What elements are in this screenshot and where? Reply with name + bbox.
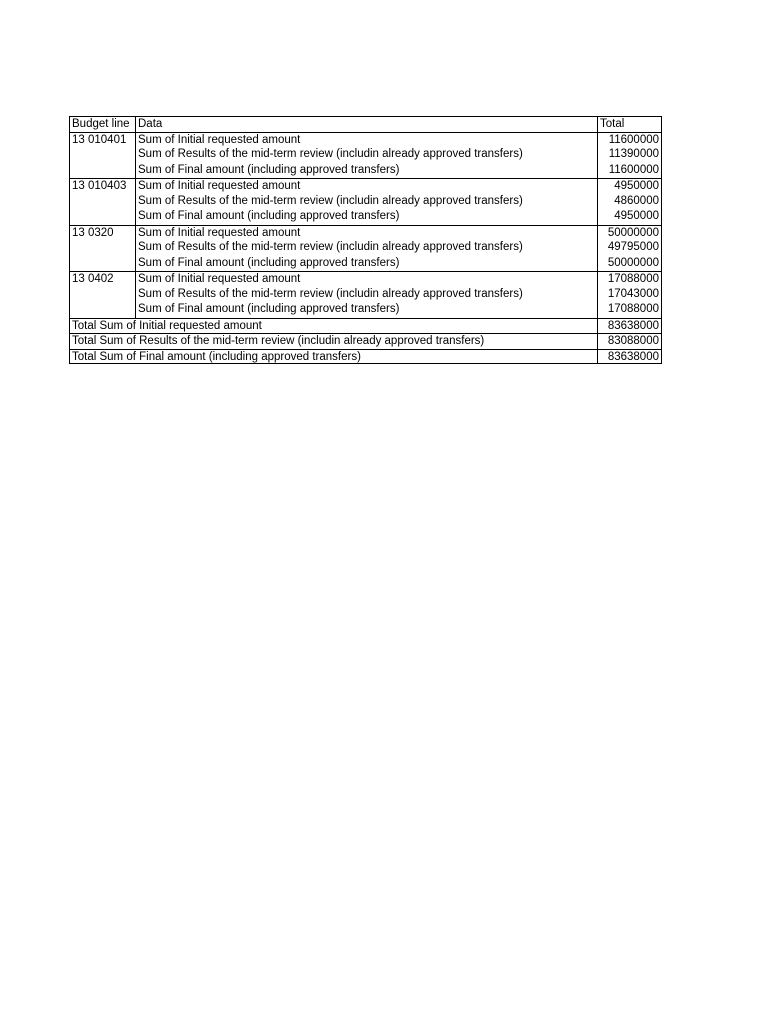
table-row bbox=[69, 256, 662, 272]
total-row bbox=[69, 349, 662, 365]
total-cell[interactable]: 4860000 bbox=[597, 194, 662, 210]
total-cell[interactable]: 4950000 bbox=[597, 178, 662, 194]
total-row bbox=[69, 318, 662, 334]
table-row bbox=[69, 225, 662, 241]
header-row bbox=[69, 116, 662, 132]
table-row bbox=[69, 287, 662, 303]
budget-line-cell[interactable]: 13 0320 bbox=[69, 225, 135, 241]
total-row bbox=[69, 333, 662, 349]
total-cell[interactable]: 49795000 bbox=[597, 240, 662, 256]
data-label-cell[interactable]: Sum of Initial requested amount bbox=[135, 178, 597, 194]
total-cell[interactable]: 17043000 bbox=[597, 287, 662, 303]
data-label-cell[interactable]: Sum of Results of the mid-term review (includin already approved transfers) bbox=[135, 287, 597, 303]
total-label-cell[interactable]: Total Sum of Final amount (including approved transfers) bbox=[69, 349, 597, 365]
budget-line-cell[interactable] bbox=[69, 209, 135, 225]
header-total[interactable]: Total bbox=[597, 116, 662, 132]
total-cell[interactable]: 50000000 bbox=[597, 256, 662, 272]
table-row bbox=[69, 147, 662, 163]
total-cell[interactable]: 4950000 bbox=[597, 209, 662, 225]
total-cell[interactable]: 50000000 bbox=[597, 225, 662, 241]
total-cell[interactable]: 83638000 bbox=[597, 318, 662, 334]
header-budget-line[interactable]: Budget line bbox=[69, 116, 135, 132]
data-label-cell[interactable]: Sum of Initial requested amount bbox=[135, 271, 597, 287]
table-row bbox=[69, 132, 662, 148]
budget-line-cell[interactable]: 13 0402 bbox=[69, 271, 135, 287]
table-row bbox=[69, 178, 662, 194]
data-label-cell[interactable]: Sum of Final amount (including approved transfers) bbox=[135, 163, 597, 179]
total-cell[interactable]: 11390000 bbox=[597, 147, 662, 163]
budget-line-cell[interactable] bbox=[69, 194, 135, 210]
table-row bbox=[69, 209, 662, 225]
total-cell[interactable]: 11600000 bbox=[597, 132, 662, 148]
total-cell[interactable]: 83638000 bbox=[597, 349, 662, 365]
total-cell[interactable]: 11600000 bbox=[597, 163, 662, 179]
budget-line-cell[interactable] bbox=[69, 287, 135, 303]
table-row bbox=[69, 271, 662, 287]
data-label-cell[interactable]: Sum of Final amount (including approved transfers) bbox=[135, 302, 597, 318]
data-label-cell[interactable]: Sum of Results of the mid-term review (includin already approved transfers) bbox=[135, 147, 597, 163]
budget-line-cell[interactable] bbox=[69, 163, 135, 179]
data-label-cell[interactable]: Sum of Initial requested amount bbox=[135, 132, 597, 148]
budget-line-cell[interactable] bbox=[69, 256, 135, 272]
budget-line-cell[interactable] bbox=[69, 240, 135, 256]
table-row bbox=[69, 194, 662, 210]
pivot-table bbox=[69, 116, 662, 364]
total-cell[interactable]: 17088000 bbox=[597, 302, 662, 318]
budget-line-cell[interactable] bbox=[69, 302, 135, 318]
table-row bbox=[69, 240, 662, 256]
table-row bbox=[69, 163, 662, 179]
budget-line-cell[interactable]: 13 010401 bbox=[69, 132, 135, 148]
data-label-cell[interactable]: Sum of Results of the mid-term review (includin already approved transfers) bbox=[135, 194, 597, 210]
total-label-cell[interactable]: Total Sum of Results of the mid-term review (includin already approved transfers) bbox=[69, 333, 597, 349]
data-label-cell[interactable]: Sum of Results of the mid-term review (includin already approved transfers) bbox=[135, 240, 597, 256]
total-cell[interactable]: 83088000 bbox=[597, 333, 662, 349]
data-label-cell[interactable]: Sum of Final amount (including approved transfers) bbox=[135, 256, 597, 272]
data-label-cell[interactable]: Sum of Initial requested amount bbox=[135, 225, 597, 241]
table-row bbox=[69, 302, 662, 318]
total-label-cell[interactable]: Total Sum of Initial requested amount bbox=[69, 318, 597, 334]
data-label-cell[interactable]: Sum of Final amount (including approved transfers) bbox=[135, 209, 597, 225]
total-cell[interactable]: 17088000 bbox=[597, 271, 662, 287]
budget-line-cell[interactable] bbox=[69, 147, 135, 163]
budget-line-cell[interactable]: 13 010403 bbox=[69, 178, 135, 194]
header-data[interactable]: Data bbox=[135, 116, 597, 132]
